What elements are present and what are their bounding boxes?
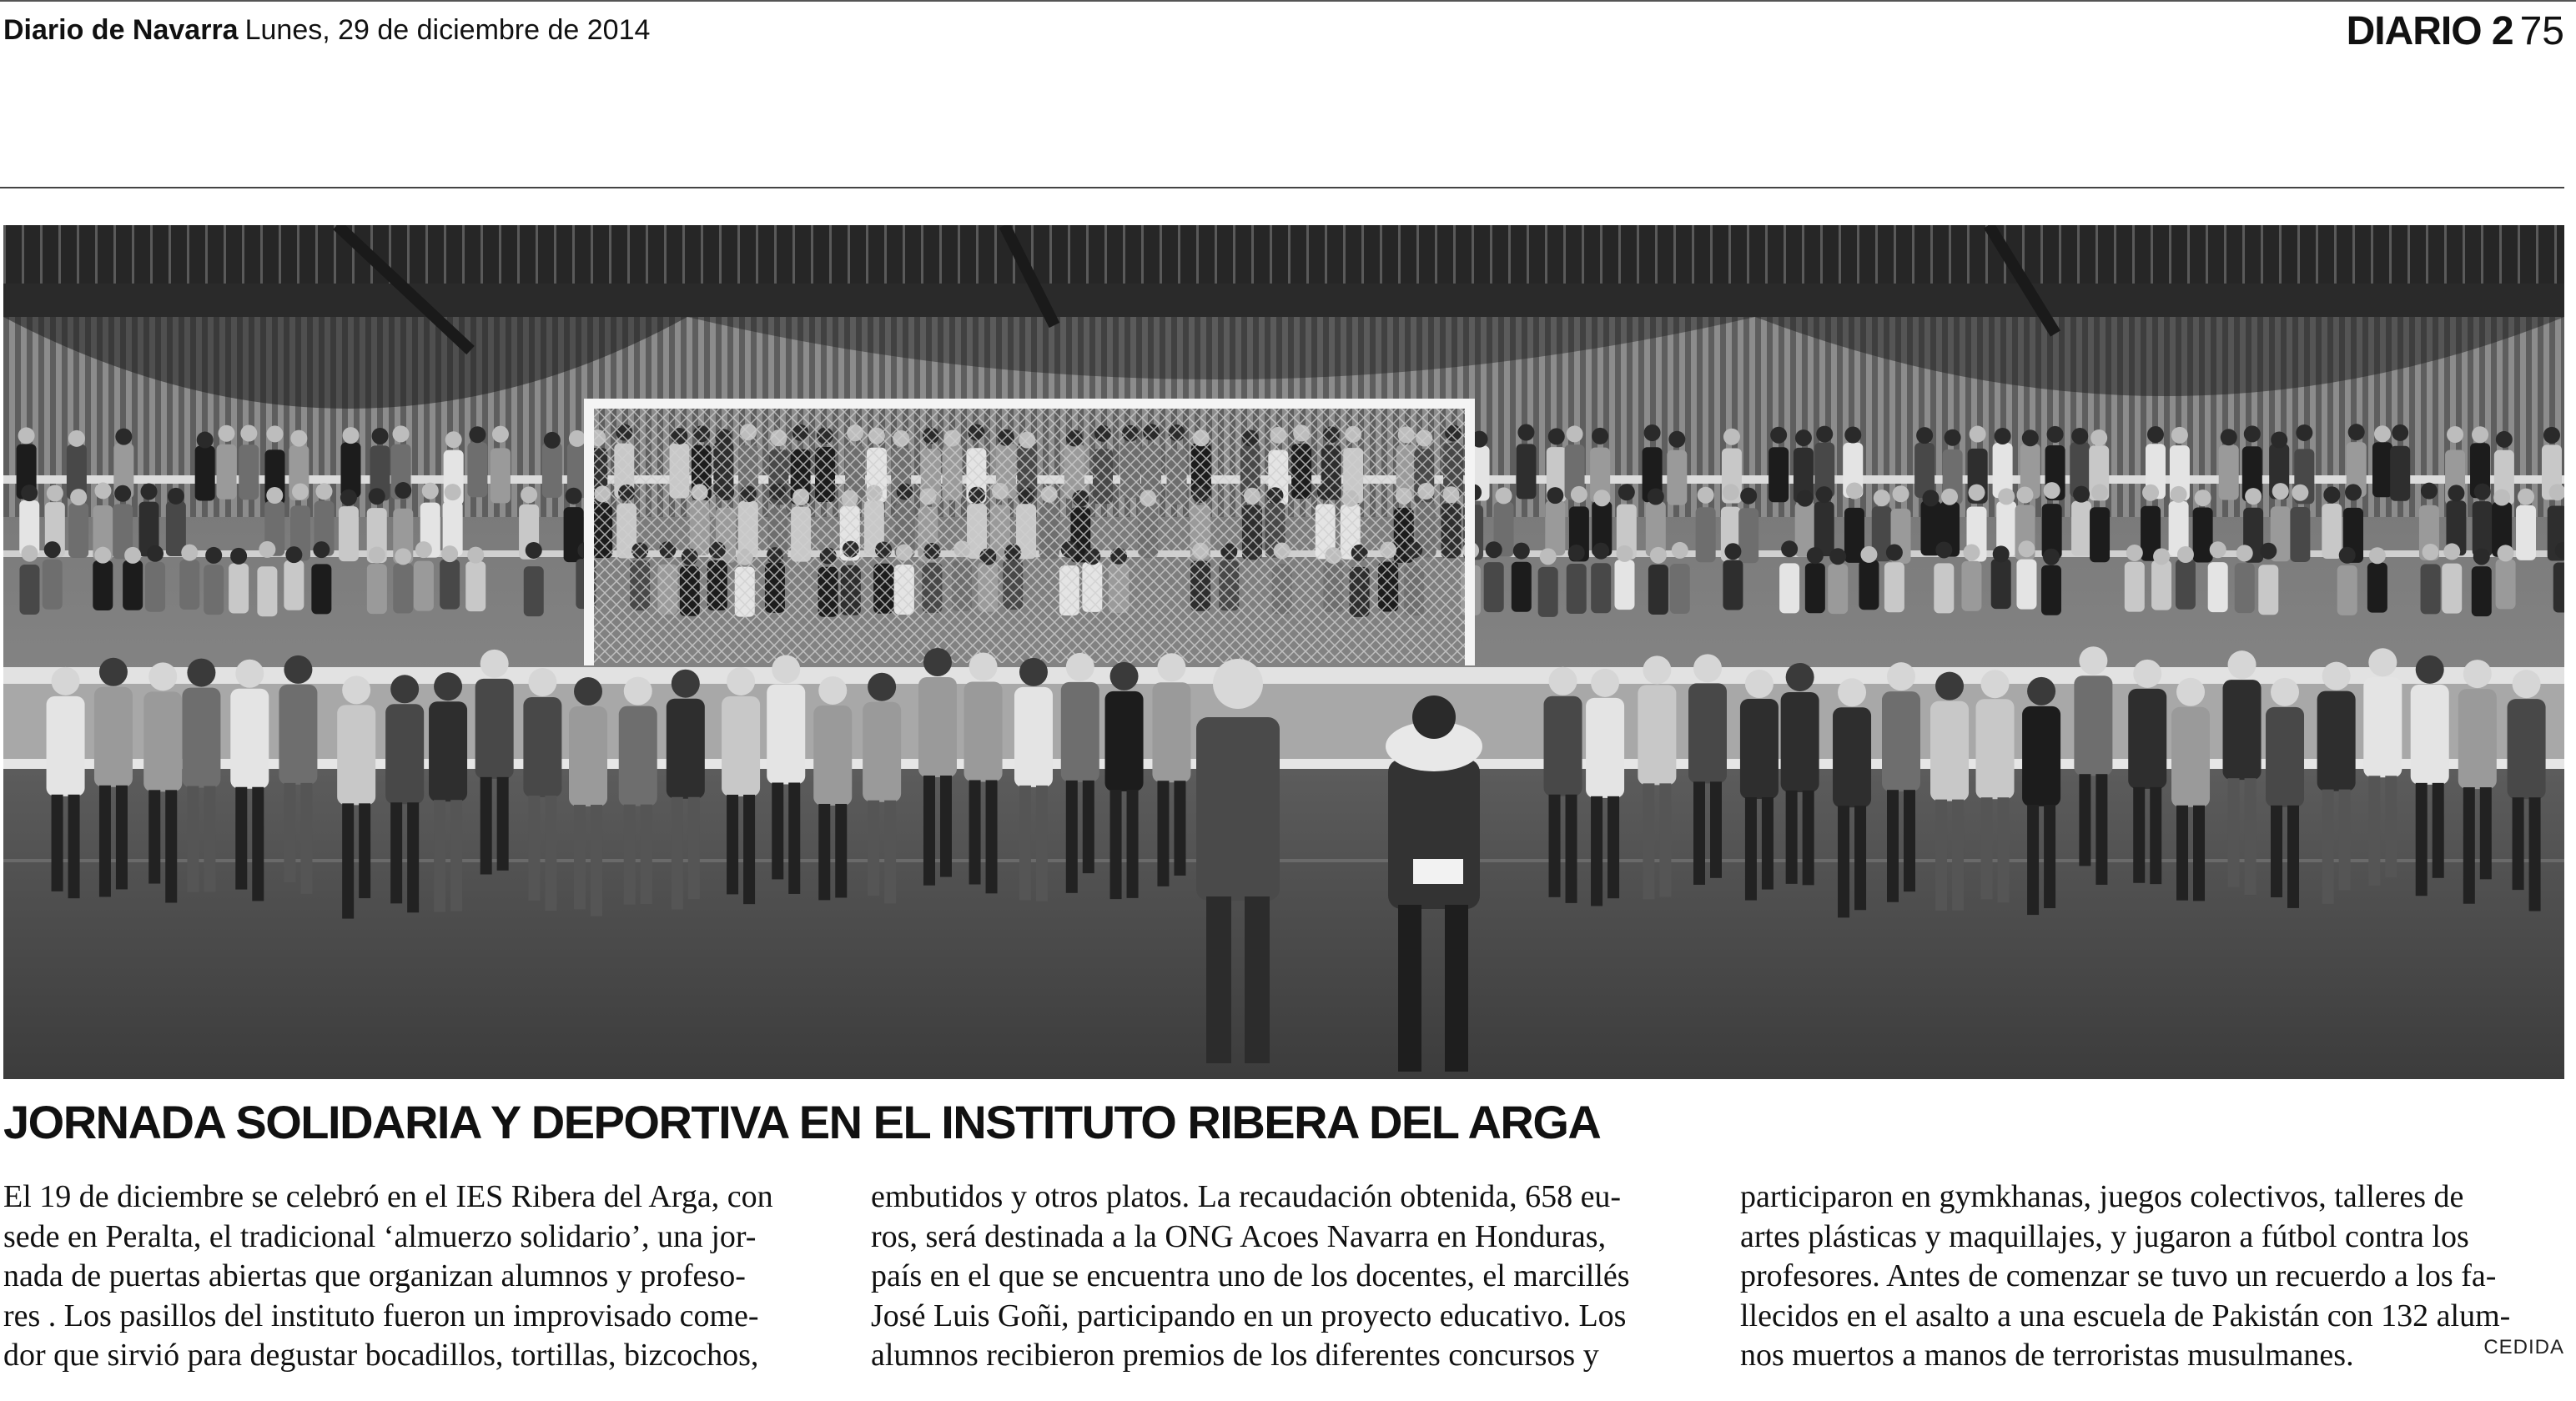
group-photo bbox=[3, 225, 2564, 1079]
article-line: ros, será destinada a la ONG Acoes Navarra en Honduras, bbox=[871, 1218, 1607, 1254]
article-line: alumnos recibieron premios de los diferentes concursos y bbox=[871, 1338, 1599, 1373]
issue-date: Lunes, 29 de diciembre de 2014 bbox=[244, 14, 651, 46]
article-line: profesores. Antes de comenzar se tuvo un recuerdo a los fa- bbox=[1740, 1258, 2497, 1293]
article-line: participaron en gymkhanas, juegos colectivos, talleres de bbox=[1740, 1179, 2464, 1214]
article-line: res . Los pasillos del instituto fueron un improvisado come- bbox=[3, 1298, 759, 1333]
header-left bbox=[3, 13, 650, 47]
page-header bbox=[0, 0, 2576, 62]
header-right bbox=[2347, 8, 2564, 55]
photo-credit: CEDIDA bbox=[2483, 1336, 2564, 1358]
article-column-3 bbox=[1740, 1178, 2566, 1376]
article-line: país en el que se encuentra uno de los docentes, el marcillés bbox=[871, 1258, 1630, 1293]
article-line: nada de puertas abiertas que organizan alumnos y profeso- bbox=[3, 1258, 746, 1293]
article-headline: JORNADA SOLIDARIA Y DEPORTIVA EN EL INSTITUTO RIBERA DEL ARGA bbox=[3, 1096, 1601, 1148]
article-column-1 bbox=[3, 1178, 829, 1376]
group-photo-image bbox=[3, 225, 2564, 1079]
article-line: José Luis Goñi, participando en un proyecto educativo. Los bbox=[871, 1298, 1627, 1333]
football-goal bbox=[584, 399, 1475, 665]
article-line: sede en Peralta, el tradicional ‘almuerzo solidario’, una jor- bbox=[3, 1218, 757, 1254]
section-name: DIARIO 2 bbox=[2346, 9, 2513, 53]
article-line: embutidos y otros platos. La recaudación obtenida, 658 eu- bbox=[871, 1179, 1622, 1214]
article-line: nos muertos a manos de terroristas musulmanes. bbox=[1740, 1338, 2354, 1373]
article-line: dor que sirvió para degustar bocadillos, tortillas, bizcochos, bbox=[3, 1338, 759, 1373]
article-line: El 19 de diciembre se celebró en el IES Ribera del Arga, con bbox=[3, 1179, 773, 1214]
article-line: artes plásticas y maquillajes, y jugaron a fútbol contra los bbox=[1740, 1218, 2469, 1254]
header-divider bbox=[0, 187, 2564, 188]
article-line: llecidos en el asalto a una escuela de Pakistán con 132 alum- bbox=[1740, 1298, 2511, 1333]
page-number: 75 bbox=[2519, 9, 2564, 53]
article-column-2 bbox=[871, 1178, 1697, 1376]
newspaper-name: Diario de Navarra bbox=[3, 14, 239, 46]
